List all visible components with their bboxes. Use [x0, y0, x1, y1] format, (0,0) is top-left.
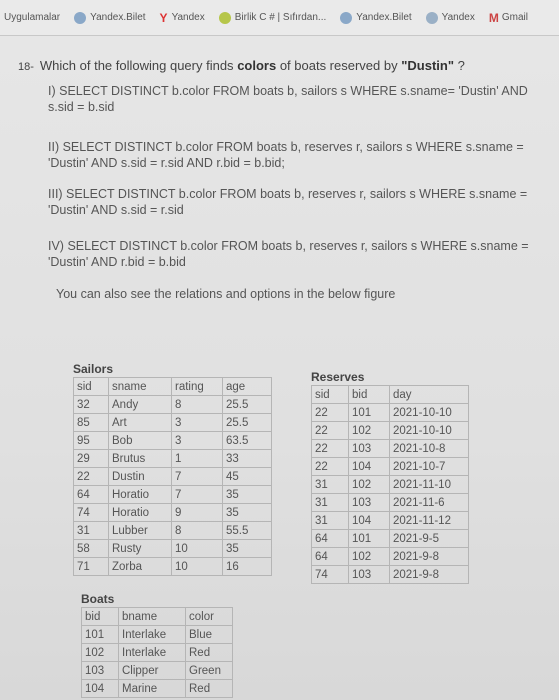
option-2: II) SELECT DISTINCT b.color FROM boats b, reserves r, sailors s WHERE s.sname = 'Dustin' AND s.sid = r.sid AND r.bid = b.bid;: [48, 140, 524, 170]
table-cell: 22: [312, 422, 349, 440]
table-cell: 2021-11-10: [390, 476, 469, 494]
table-cell: 22: [312, 404, 349, 422]
table-cell: 103: [82, 662, 119, 680]
bookmark-apps[interactable]: [4, 12, 60, 23]
table-cell: 22: [312, 440, 349, 458]
bookmark-label: Birlik C # | Sıfırdan...: [234, 12, 327, 23]
table-cell: Marine: [119, 680, 186, 698]
table-cell: 2021-9-5: [390, 530, 469, 548]
table-row: [82, 626, 233, 644]
table-row: [312, 422, 469, 440]
bookmarks-bar: [0, 0, 559, 36]
boats-table-block: [81, 592, 233, 698]
header-cell: color: [186, 608, 233, 626]
sailors-table: [73, 377, 272, 576]
bookmark-yandex-bilet[interactable]: [74, 12, 145, 24]
table-cell: Interlake: [119, 644, 186, 662]
course-icon: [219, 12, 231, 24]
table-cell: Art: [109, 414, 172, 432]
table-cell: Blue: [186, 626, 233, 644]
table-cell: 25.5: [223, 414, 272, 432]
table-cell: Horatio: [109, 504, 172, 522]
table-cell: 31: [312, 476, 349, 494]
table-row: [312, 494, 469, 512]
yandex-bilet-icon: [74, 12, 86, 24]
table-cell: 45: [223, 468, 272, 486]
table-row: [74, 432, 272, 450]
table-cell: 3: [172, 432, 223, 450]
table-row: [74, 468, 272, 486]
table-cell: 2021-10-10: [390, 422, 469, 440]
table-header-row: [312, 386, 469, 404]
table-row: [312, 566, 469, 584]
table-cell: 103: [349, 440, 390, 458]
sailors-table-block: [73, 362, 272, 576]
table-cell: 35: [223, 540, 272, 558]
table-cell: 9: [172, 504, 223, 522]
table-cell: 103: [349, 566, 390, 584]
table-row: [312, 404, 469, 422]
header-cell: bid: [349, 386, 390, 404]
table-cell: 29: [74, 450, 109, 468]
table-cell: 104: [82, 680, 119, 698]
bookmark-label: Yandex: [171, 12, 205, 23]
gmail-icon: M: [488, 10, 499, 25]
table-cell: 22: [74, 468, 109, 486]
table-cell: 35: [223, 486, 272, 504]
option-1: I) SELECT DISTINCT b.color FROM boats b, sailors s WHERE s.sname= 'Dustin' AND s.sid = b.sid: [48, 84, 528, 114]
table-cell: 2021-9-8: [390, 566, 469, 584]
question-text: ?: [454, 58, 465, 73]
table-cell: 25.5: [223, 396, 272, 414]
table-cell: 31: [312, 494, 349, 512]
table-cell: 103: [349, 494, 390, 512]
table-cell: 102: [82, 644, 119, 662]
table-cell: 35: [223, 504, 272, 522]
table-cell: 95: [74, 432, 109, 450]
table-cell: 7: [172, 468, 223, 486]
table-cell: 63.5: [223, 432, 272, 450]
table-cell: 101: [349, 404, 390, 422]
table-row: [74, 540, 272, 558]
table-cell: 101: [82, 626, 119, 644]
table-cell: 7: [172, 486, 223, 504]
reserves-title: Reserves: [311, 370, 365, 384]
table-header-row: [82, 608, 233, 626]
table-cell: Brutus: [109, 450, 172, 468]
table-row: [74, 414, 272, 432]
table-cell: 104: [349, 512, 390, 530]
table-cell: Interlake: [119, 626, 186, 644]
table-cell: Lubber: [109, 522, 172, 540]
table-cell: Red: [186, 644, 233, 662]
boats-title: Boats: [81, 592, 115, 606]
question-bold-dustin: "Dustin": [401, 58, 454, 73]
table-cell: 64: [312, 548, 349, 566]
header-cell: bname: [119, 608, 186, 626]
bookmark-course[interactable]: [219, 12, 327, 24]
table-cell: Andy: [109, 396, 172, 414]
table-cell: 1: [172, 450, 223, 468]
table-cell: 10: [172, 540, 223, 558]
table-cell: 64: [74, 486, 109, 504]
option-3: III) SELECT DISTINCT b.color FROM boats b, reserves r, sailors s WHERE s.sname = 'Dustin' AND s.sid = r.sid: [48, 187, 528, 217]
table-row: [312, 548, 469, 566]
table-cell: 74: [312, 566, 349, 584]
table-cell: 102: [349, 476, 390, 494]
yandex-bilet-icon: [340, 12, 352, 24]
table-cell: 102: [349, 422, 390, 440]
bookmark-label: Yandex.Bilet: [90, 12, 146, 23]
table-cell: 32: [74, 396, 109, 414]
reserves-table-block: [311, 370, 469, 584]
table-cell: 2021-10-10: [390, 404, 469, 422]
yandex-y-icon: Y: [159, 10, 168, 25]
bookmark-yandex-bilet-2[interactable]: [340, 12, 411, 24]
table-cell: 64: [312, 530, 349, 548]
table-cell: 55.5: [223, 522, 272, 540]
table-cell: 102: [349, 548, 390, 566]
table-cell: 2021-11-12: [390, 512, 469, 530]
table-cell: Zorba: [109, 558, 172, 576]
table-row: [74, 504, 272, 522]
header-cell: bid: [82, 608, 119, 626]
table-cell: 8: [172, 522, 223, 540]
table-cell: 33: [223, 450, 272, 468]
table-cell: Clipper: [119, 662, 186, 680]
table-cell: 85: [74, 414, 109, 432]
table-cell: 16: [223, 558, 272, 576]
table-cell: 2021-11-6: [390, 494, 469, 512]
table-cell: 71: [74, 558, 109, 576]
header-cell: day: [390, 386, 469, 404]
table-cell: 10: [172, 558, 223, 576]
question-text: Which of the following query finds: [39, 58, 238, 73]
table-cell: 3: [172, 414, 223, 432]
table-cell: Bob: [109, 432, 172, 450]
sailors-title: Sailors: [73, 362, 114, 376]
table-cell: 2021-10-8: [390, 440, 469, 458]
table-row: [74, 486, 272, 504]
table-row: [82, 662, 233, 680]
table-row: [74, 450, 272, 468]
header-cell: age: [223, 378, 272, 396]
table-row: [82, 680, 233, 698]
bookmark-label: Yandex.Bilet: [356, 12, 412, 23]
question-bold-colors: colors: [237, 58, 277, 73]
question-page: [0, 36, 559, 700]
header-cell: sname: [109, 378, 172, 396]
bookmark-gmail[interactable]: [489, 11, 528, 25]
question-number: 18-: [18, 61, 34, 73]
table-cell: Rusty: [109, 540, 172, 558]
header-cell: sid: [312, 386, 349, 404]
table-row: [312, 458, 469, 476]
figure-note: You can also see the relations and options in the below figure: [56, 287, 396, 301]
table-cell: 31: [312, 512, 349, 530]
bookmark-yandex-2[interactable]: [426, 12, 475, 24]
table-cell: Red: [186, 680, 233, 698]
table-cell: 2021-9-8: [390, 548, 469, 566]
table-cell: 8: [172, 396, 223, 414]
table-cell: Green: [186, 662, 233, 680]
header-cell: rating: [172, 378, 223, 396]
table-row: [74, 522, 272, 540]
table-row: [74, 558, 272, 576]
yandex-icon: [426, 12, 438, 24]
table-cell: 22: [312, 458, 349, 476]
table-cell: 58: [74, 540, 109, 558]
table-row: [312, 512, 469, 530]
table-cell: Dustin: [109, 468, 172, 486]
table-cell: 2021-10-7: [390, 458, 469, 476]
table-row: [312, 476, 469, 494]
table-cell: 31: [74, 522, 109, 540]
header-cell: sid: [74, 378, 109, 396]
table-row: [312, 530, 469, 548]
table-row: [312, 440, 469, 458]
question-text: of boats reserved by: [276, 58, 402, 73]
table-cell: 74: [74, 504, 109, 522]
apps-label: Uygulamalar: [4, 12, 61, 23]
option-4: IV) SELECT DISTINCT b.color FROM boats b, reserves r, sailors s WHERE s.sname = 'Dustin' AND r.bid = b.bid: [48, 239, 529, 269]
table-header-row: [74, 378, 272, 396]
reserves-table: [311, 385, 469, 584]
table-row: [74, 396, 272, 414]
table-cell: Horatio: [109, 486, 172, 504]
question-title: [18, 58, 465, 73]
table-cell: 101: [349, 530, 390, 548]
table-row: [82, 644, 233, 662]
bookmark-yandex[interactable]: [160, 11, 205, 25]
bookmark-label: Yandex: [441, 12, 475, 23]
table-cell: 104: [349, 458, 390, 476]
bookmark-label: Gmail: [501, 12, 528, 23]
boats-table: [81, 607, 233, 698]
